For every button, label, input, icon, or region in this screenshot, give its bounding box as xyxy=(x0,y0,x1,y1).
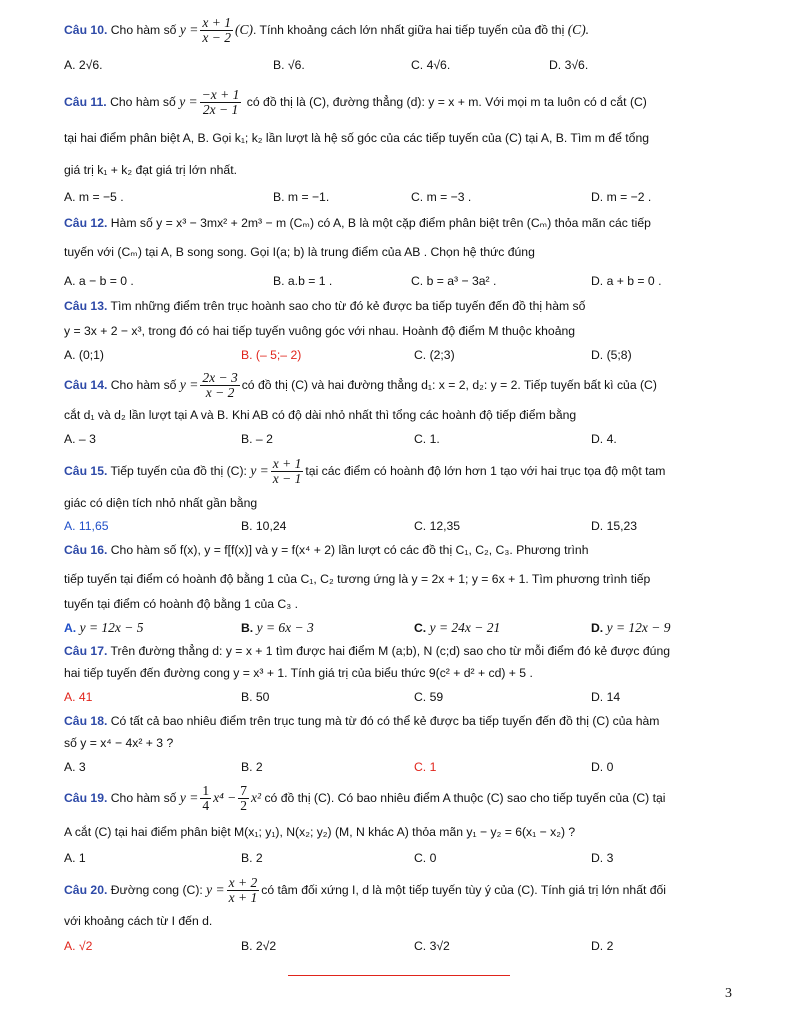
options-row xyxy=(64,690,736,706)
fraction-numerator: x + 1 xyxy=(202,15,231,30)
function-lhs: y = xyxy=(179,21,199,37)
function-lhs: y = xyxy=(179,789,199,805)
question-13 xyxy=(64,299,585,313)
option-d[interactable]: D. 0 xyxy=(591,760,614,774)
option-b[interactable]: B. m = −1. xyxy=(273,190,330,204)
option-c[interactable]: C. 3√2 xyxy=(414,939,450,953)
question-text: có tâm đối xứng I, d là một tiếp tuyến tùy ý của (C). Tính giá trị lớn nhất đối xyxy=(261,882,667,897)
question-text: . Tính khoảng cách lớn nhất giữa hai tiếp tuyến của đồ thị xyxy=(252,22,565,37)
question-text: tại các điểm có hoành độ lớn hơn 1 tạo với hai trục tọa độ một tam xyxy=(305,463,666,478)
option-letter: C. xyxy=(414,621,427,635)
option-c[interactable]: C. b = a³ − 3a² . xyxy=(411,274,497,288)
option-c[interactable]: C. 4√6. xyxy=(411,58,451,72)
question-text: Trên đường thẳng d: y = x + 1 tìm được hai điểm M (a;b), N (c;d) sao cho từ mỗi điểm đó kẻ được đúng xyxy=(110,644,671,658)
question-12 xyxy=(64,216,651,230)
question-18 xyxy=(64,714,659,728)
fraction xyxy=(227,876,260,905)
option-d[interactable]: D. 4. xyxy=(591,432,617,446)
option-value: y = 12x − 9 xyxy=(606,620,671,635)
fraction xyxy=(200,371,239,400)
fraction-numerator: x + 2 xyxy=(228,875,258,890)
option-b[interactable]: B. √6. xyxy=(273,58,305,72)
options-row xyxy=(64,851,736,867)
option-c[interactable]: C. 59 xyxy=(414,690,444,704)
option-b[interactable] xyxy=(241,620,314,636)
fraction-numerator: 1 xyxy=(202,783,210,798)
option-d[interactable]: D. m = −2 . xyxy=(591,190,652,204)
question-label: Câu 19. xyxy=(64,790,108,805)
option-c[interactable]: C. 0 xyxy=(414,851,437,865)
fraction-denominator: x − 2 xyxy=(205,385,235,401)
question-text-line: tại hai điểm phân biệt A, B. Gọi k₁; k₂ lần lượt là hệ số góc của các tiếp tuyến của (C) tại A, B. Tìm m để tổng xyxy=(64,131,650,145)
fraction-numerator: 7 xyxy=(240,783,248,798)
question-text: Đường cong (C): xyxy=(110,882,203,897)
question-text-line: y = 3x + 2 − x³, trong đó có hai tiếp tuyến vuông góc với nhau. Hoành độ điểm M thuộc khoảng xyxy=(64,324,576,338)
option-letter: B. xyxy=(241,621,254,635)
option-b-correct[interactable]: B. (– 5;– 2) xyxy=(241,348,302,362)
option-b[interactable]: B. 10,24 xyxy=(241,519,287,533)
options-row xyxy=(64,760,736,776)
function-term: x² xyxy=(251,789,262,805)
question-10 xyxy=(64,16,589,45)
question-19 xyxy=(64,784,666,813)
option-b[interactable]: B. 2 xyxy=(241,760,263,774)
option-letter: A. xyxy=(64,621,77,635)
question-text: Cho hàm số xyxy=(110,790,177,805)
option-c[interactable]: C. m = −3 . xyxy=(411,190,472,204)
fraction-numerator: −x + 1 xyxy=(201,87,240,102)
fraction xyxy=(200,16,233,45)
question-20 xyxy=(64,876,666,905)
option-a[interactable]: A. (0;1) xyxy=(64,348,104,362)
question-text: Tìm những điểm trên trục hoành sao cho từ đó kẻ được ba tiếp tuyến đến đồ thị hàm số xyxy=(110,299,586,313)
options-row xyxy=(64,519,736,535)
question-text-line: tuyến với (Cₘ) tại A, B song song. Gọi I(a; b) là trung điểm của AB . Chọn hệ thức đúng xyxy=(64,245,535,259)
option-d[interactable] xyxy=(591,620,671,636)
option-d[interactable]: D. 15,23 xyxy=(591,519,638,533)
option-b[interactable]: B. 2√2 xyxy=(241,939,277,953)
option-b[interactable]: B. – 2 xyxy=(241,432,273,446)
question-text-line: giác có diện tích nhỏ nhất gần bằng xyxy=(64,496,258,510)
option-a-correct[interactable]: A. √2 xyxy=(64,939,93,953)
question-label: Câu 16. xyxy=(64,543,108,557)
question-text: Tiếp tuyến của đồ thị (C): xyxy=(110,463,247,478)
question-text-line: số y = x⁴ − 4x² + 3 ? xyxy=(64,736,174,750)
question-14 xyxy=(64,371,657,400)
fraction-denominator: 4 xyxy=(202,798,210,814)
options-row xyxy=(64,939,736,955)
fraction-denominator: 2x − 1 xyxy=(202,102,239,118)
question-label: Câu 18. xyxy=(64,714,108,728)
option-value: y = 24x − 21 xyxy=(429,620,501,635)
option-c[interactable] xyxy=(414,620,500,636)
fraction-numerator: 2x − 3 xyxy=(202,370,238,385)
option-d[interactable]: D. 3√6. xyxy=(549,58,589,72)
question-text: Cho hàm số xyxy=(110,94,176,109)
curve-name: (C). xyxy=(567,21,590,37)
function-term: x⁴ − xyxy=(213,789,237,805)
options-row xyxy=(64,348,736,364)
option-value: y = 6x − 3 xyxy=(256,620,314,635)
options-row xyxy=(64,58,736,74)
function-lhs: y = xyxy=(179,376,199,392)
option-a[interactable] xyxy=(64,620,144,636)
fraction xyxy=(271,457,304,486)
question-text: có đồ thị là (C), đường thẳng (d): y = x + m. Với mọi m ta luôn có d cắt (C) xyxy=(246,94,647,109)
question-text: có đồ thị (C) và hai đường thẳng d₁: x = 2, d₂: y = 2. Tiếp tuyến bất kì của (C) xyxy=(241,377,657,392)
question-17 xyxy=(64,644,670,658)
option-value: y = 12x − 5 xyxy=(79,620,144,635)
options-row xyxy=(64,274,736,290)
option-d[interactable]: D. 2 xyxy=(591,939,614,953)
question-label: Câu 12. xyxy=(64,216,108,230)
option-d[interactable]: D. 14 xyxy=(591,690,621,704)
question-label: Câu 10. xyxy=(64,22,108,37)
question-text: Cho hàm số xyxy=(110,377,177,392)
curve-name: (C) xyxy=(234,21,253,37)
fraction xyxy=(238,784,249,813)
option-b[interactable]: B. 50 xyxy=(241,690,270,704)
section-divider xyxy=(288,975,510,976)
function-lhs: y = xyxy=(206,881,225,897)
question-label: Câu 13. xyxy=(64,299,108,313)
option-c[interactable]: C. (2;3) xyxy=(414,348,455,362)
option-a[interactable]: A. 3 xyxy=(64,760,86,774)
fraction xyxy=(200,88,242,117)
fraction-denominator: 2 xyxy=(240,798,248,814)
page-number: 3 xyxy=(725,986,732,1001)
fraction-denominator: x − 2 xyxy=(202,30,231,46)
function-lhs: y = xyxy=(250,462,269,478)
fraction-numerator: x + 1 xyxy=(272,456,302,471)
option-b[interactable]: B. a.b = 1 . xyxy=(273,274,333,288)
question-15 xyxy=(64,457,665,486)
question-text: Cho hàm số xyxy=(110,22,177,37)
options-row xyxy=(64,190,736,206)
question-text-line: giá trị k₁ + k₂ đạt giá trị lớn nhất. xyxy=(64,163,237,177)
question-label: Câu 17. xyxy=(64,644,108,658)
question-text: có đồ thị (C). Có bao nhiêu điểm A thuộc (C) sao cho tiếp tuyến của (C) tại xyxy=(264,790,666,805)
question-text-line: A cắt (C) tại hai điểm phân biệt M(x₁; y₁), N(x₂; y₂) (M, N khác A) thỏa mãn y₁ − y₂ = 6(x₁ − x₂) ? xyxy=(64,825,576,839)
question-text-line: với khoảng cách từ I đến d. xyxy=(64,914,213,928)
question-text-line: tiếp tuyến tại điểm có hoành độ bằng 1 của C₁, C₂ tương ứng là y = 2x + 1; y = 6x + 1. Tìm phương trình tiếp xyxy=(64,572,651,586)
option-b[interactable]: B. 2 xyxy=(241,851,263,865)
option-a[interactable]: A. – 3 xyxy=(64,432,96,446)
question-text-line: hai tiếp tuyến đến đường cong y = x³ + 1. Tính giá trị của biểu thức 9(c² + d² + cd) + 5 . xyxy=(64,666,533,680)
option-a[interactable]: A. 2√6. xyxy=(64,58,103,72)
question-label: Câu 11. xyxy=(64,94,107,109)
question-label: Câu 20. xyxy=(64,882,108,897)
option-a[interactable]: A. 1 xyxy=(64,851,86,865)
question-text: Cho hàm số f(x), y = f[f(x)] và y = f(x⁴ + 2) lần lượt có các đồ thị C₁, C₂, C₃. Phương trình xyxy=(110,543,589,557)
options-row xyxy=(64,620,736,636)
options-row xyxy=(64,432,736,448)
question-text-line: cắt d₁ và d₂ lần lượt tại A và B. Khi AB có độ dài nhỏ nhất thì tổng các hoành độ tiếp điểm bằng xyxy=(64,408,577,422)
question-text: Hàm số y = x³ − 3mx² + 2m³ − m (Cₘ) có A, B là một cặp điểm phân biệt trên (Cₘ) thỏa mãn các tiếp xyxy=(110,216,651,230)
option-d[interactable]: D. (5;8) xyxy=(591,348,632,362)
option-a-correct[interactable]: A. 11,65 xyxy=(64,519,109,533)
fraction-denominator: x + 1 xyxy=(228,890,258,906)
option-a[interactable]: A. a − b = 0 . xyxy=(64,274,134,288)
question-label: Câu 14. xyxy=(64,377,108,392)
option-a-correct[interactable]: A. 41 xyxy=(64,690,93,704)
option-c-correct[interactable]: C. 1 xyxy=(414,760,437,774)
question-text: Có tất cả bao nhiêu điểm trên trục tung mà từ đó có thể kẻ được ba tiếp tuyến đến đồ thị (C) của hàm xyxy=(110,714,660,728)
fraction-denominator: x − 1 xyxy=(272,471,302,487)
question-text-line: tuyến tại điểm có hoành độ bằng 1 của C₃ . xyxy=(64,597,298,611)
option-c[interactable]: C. 1. xyxy=(414,432,440,446)
question-11 xyxy=(64,88,647,117)
question-label: Câu 15. xyxy=(64,463,108,478)
option-d[interactable]: D. 3 xyxy=(591,851,614,865)
function-lhs: y = xyxy=(179,93,198,109)
option-letter: D. xyxy=(591,621,604,635)
option-c[interactable]: C. 12,35 xyxy=(414,519,461,533)
fraction xyxy=(200,784,211,813)
question-16 xyxy=(64,543,588,557)
option-a[interactable]: A. m = −5 . xyxy=(64,190,124,204)
option-d[interactable]: D. a + b = 0 . xyxy=(591,274,662,288)
